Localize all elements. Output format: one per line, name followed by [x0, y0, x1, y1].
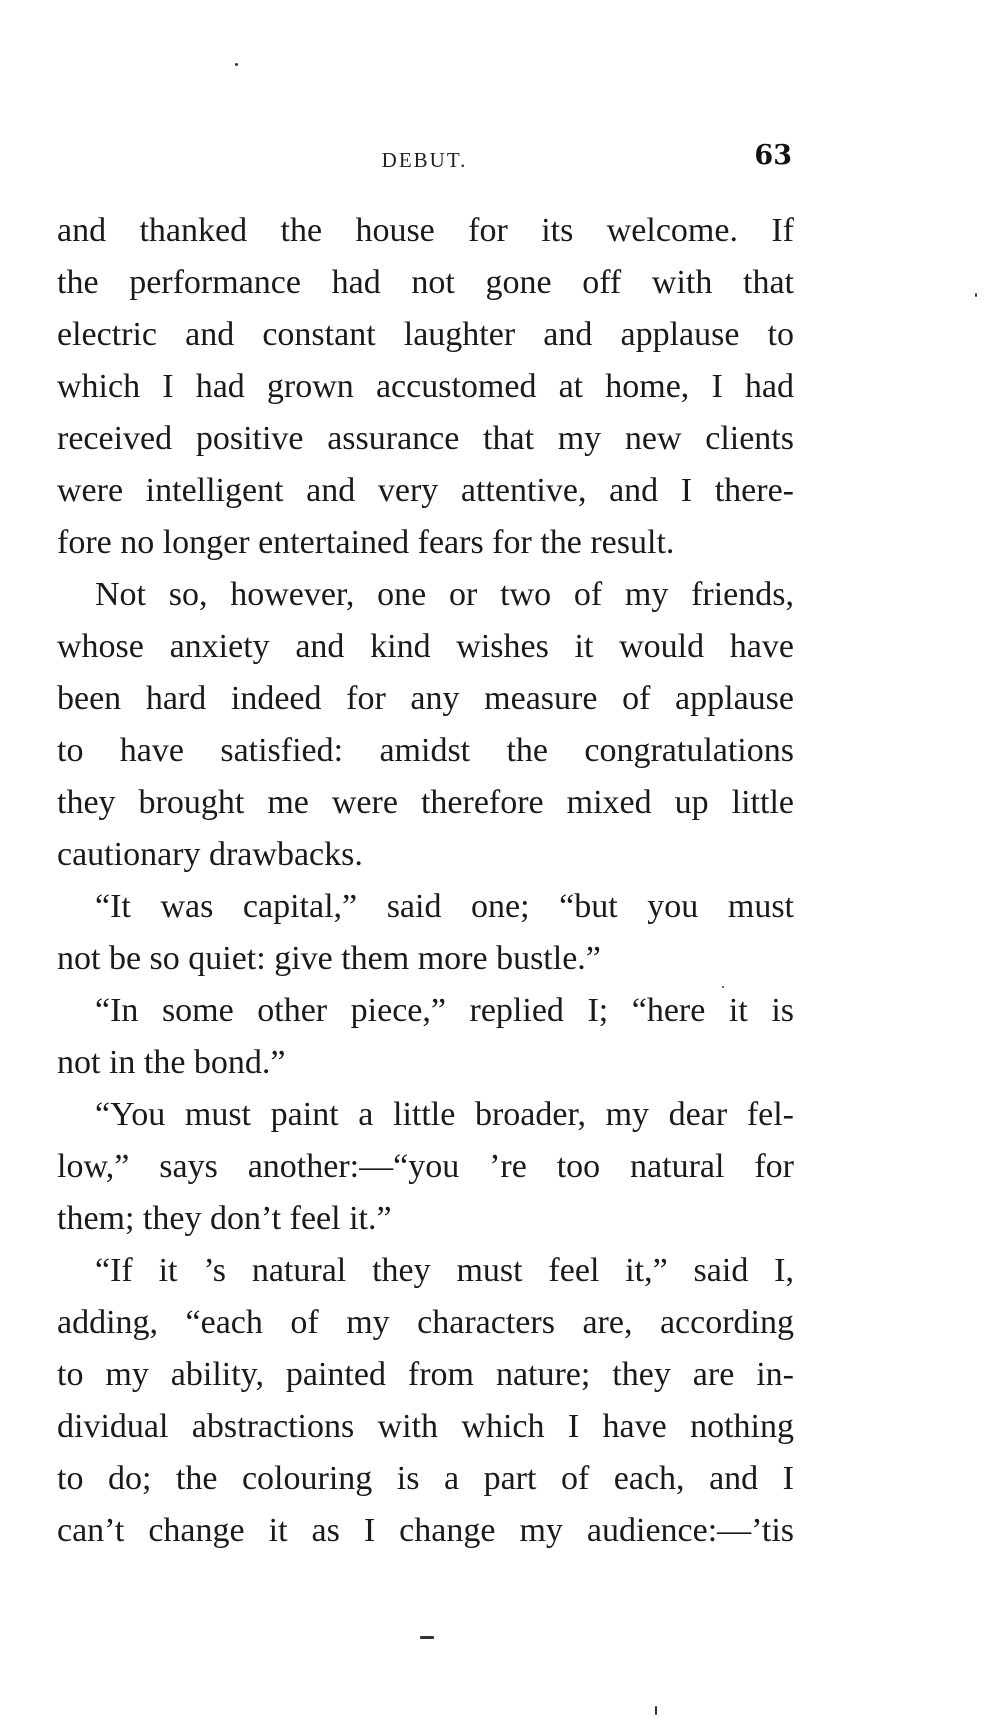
- paragraph-1: [57, 205, 794, 569]
- text-line: dividual abstractions with which I have nothing: [57, 1408, 794, 1445]
- text-line: and thanked the house for its welcome. If: [57, 212, 794, 249]
- text-line: to have satisfied: amidst the congratulations: [57, 732, 794, 769]
- paragraph-2: [57, 569, 794, 881]
- text-line: Not so, however, one or two of my friends,: [95, 576, 794, 613]
- page-number: 63: [754, 140, 792, 171]
- text-line: “In some other piece,” replied I; “here it is: [95, 992, 794, 1029]
- paragraph-6: [57, 1245, 794, 1557]
- text-line: to do; the colouring is a part of each, and I: [57, 1460, 794, 1497]
- text-line: “It was capital,” said one; “but you must: [95, 888, 794, 925]
- scan-speck: [420, 1636, 434, 1639]
- scan-speck: [975, 293, 977, 297]
- text-line: not be so quiet: give them more bustle.”: [57, 940, 601, 977]
- text-line: “If it ’s natural they must feel it,” said I,: [95, 1252, 794, 1289]
- scan-speck: [235, 63, 238, 66]
- text-line: to my ability, painted from nature; they are in-: [57, 1356, 794, 1393]
- text-line: were intelligent and very attentive, and I there-: [57, 472, 794, 509]
- text-line: them; they don’t feel it.”: [57, 1200, 392, 1237]
- text-line: the performance had not gone off with that: [57, 264, 794, 301]
- paragraph-3: [57, 881, 794, 985]
- text-line: been hard indeed for any measure of applause: [57, 680, 794, 717]
- paragraph-4: [57, 985, 794, 1089]
- running-title: DEBUT.: [381, 148, 468, 172]
- body-text: [57, 205, 794, 1557]
- text-line: received positive assurance that my new clients: [57, 420, 794, 457]
- text-line: which I had grown accustomed at home, I had: [57, 368, 794, 405]
- text-line: low,” says another:—“you ’re too natural for: [57, 1148, 794, 1185]
- text-line: cautionary drawbacks.: [57, 836, 363, 873]
- text-line: can’t change it as I change my audience:—’tis: [57, 1512, 794, 1549]
- running-head: [57, 140, 792, 180]
- paragraph-5: [57, 1089, 794, 1245]
- text-line: adding, “each of my characters are, according: [57, 1304, 794, 1341]
- scan-speck: [722, 986, 724, 988]
- text-line: electric and constant laughter and applause to: [57, 316, 794, 353]
- text-line: “You must paint a little broader, my dear fel-: [95, 1096, 794, 1133]
- scan-speck: [655, 1706, 657, 1715]
- text-line: whose anxiety and kind wishes it would have: [57, 628, 794, 665]
- text-line: fore no longer entertained fears for the result.: [57, 524, 675, 561]
- text-line: they brought me were therefore mixed up little: [57, 784, 794, 821]
- text-line: not in the bond.”: [57, 1044, 286, 1081]
